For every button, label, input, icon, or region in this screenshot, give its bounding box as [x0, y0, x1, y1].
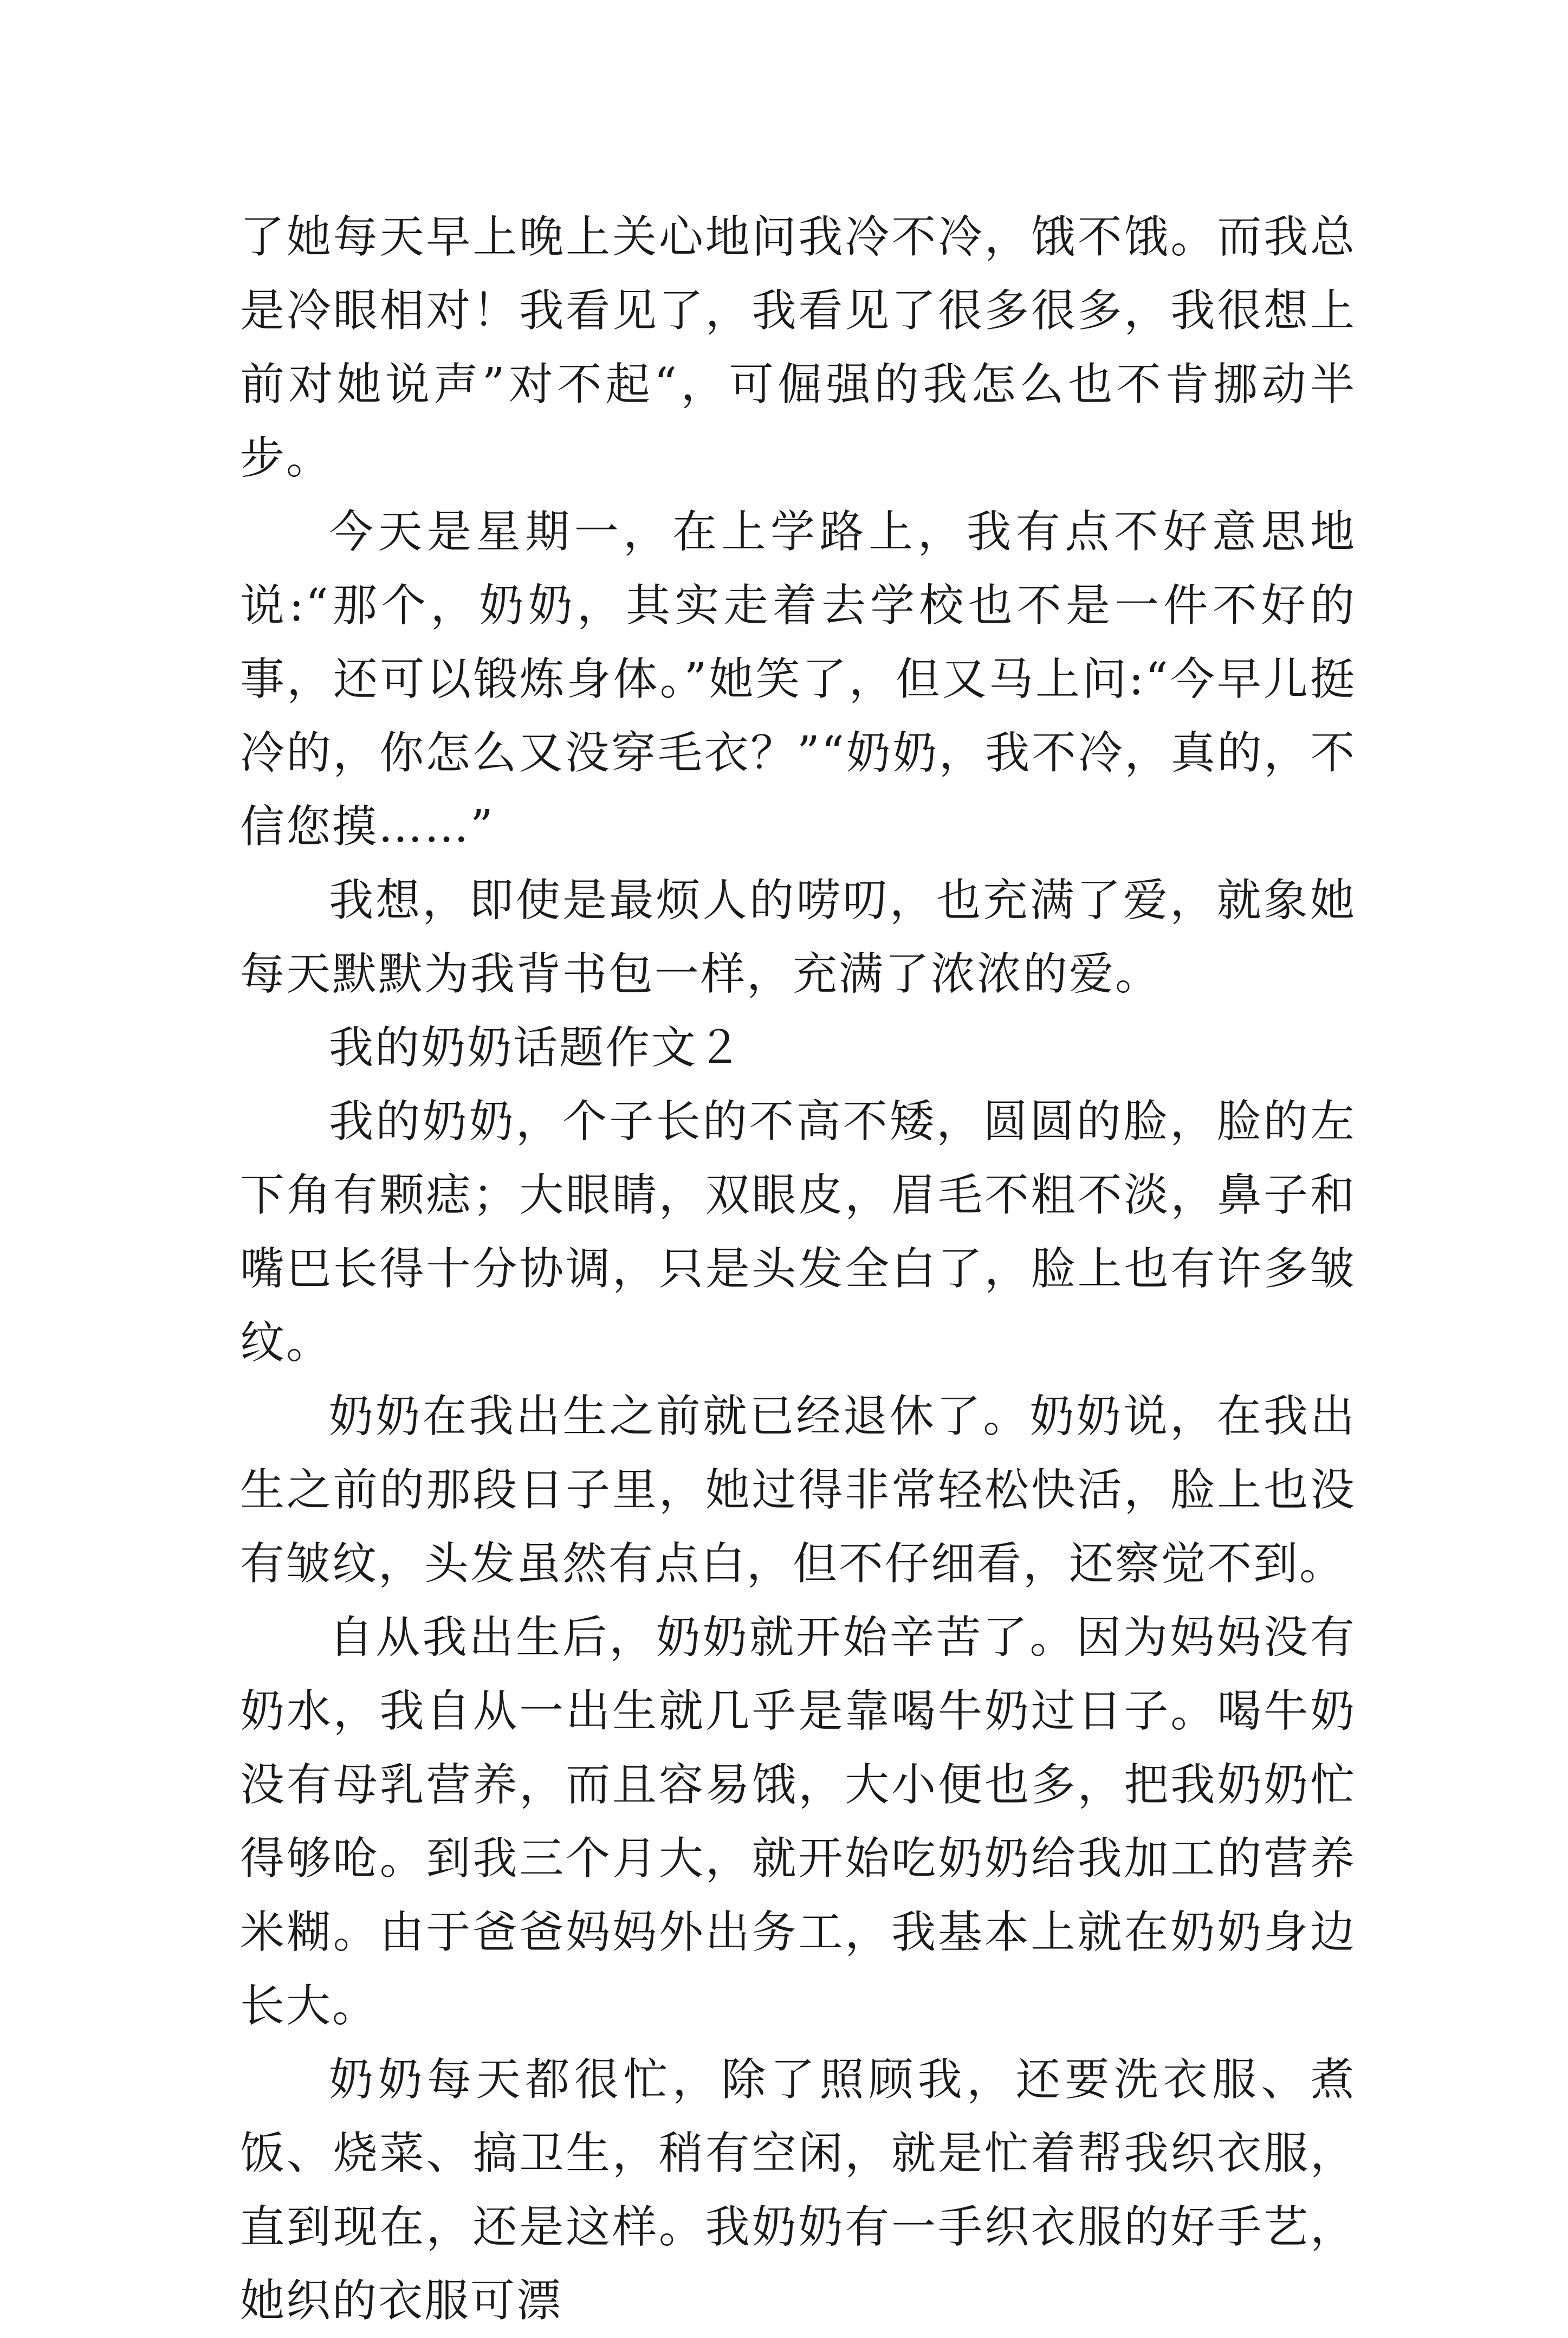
document-body — [240, 201, 1356, 2338]
paragraph-1: 了她每天早上晚上关心地问我冷不冷，饿不饿。而我总是冷眼相对！我看见了，我看见了很多很多，我很想上前对她说声”对不起“，可倔强的我怎么也不肯挪动半步。 — [240, 211, 1356, 484]
paragraph-6: 自从我出生后，奶奶就开始辛苦了。因为妈妈没有奶水，我自从一出生就几乎是靠喝牛奶过日子。喝牛奶没有母乳营养，而且容易饿，大小便也多，把我奶奶忙得够呛。到我三个月大，就开始吃奶奶给我加工的营养米糊。由于爸爸妈妈外出务工，我基本上就在奶奶身边长大。 — [240, 1612, 1356, 2032]
paragraph-4: 我的奶奶，个子长的不高不矮，圆圆的脸，脸的左下角有颗痣；大眼睛，双眼皮，眉毛不粗不淡，鼻子和嘴巴长得十分协调，只是头发全白了，脸上也有许多皱纹。 — [240, 1096, 1356, 1368]
paragraph-5: 奶奶在我出生之前就已经退休了。奶奶说，在我出生之前的那段日子里，她过得非常轻松快活，脸上也没有皱纹，头发虽然有点白，但不仔细看，还察觉不到。 — [240, 1391, 1356, 1590]
paragraph-3: 我想，即使是最烦人的唠叨，也充满了爱，就象她每天默默为我背书包一样，充满了浓浓的爱。 — [240, 875, 1356, 1000]
section-heading: 我的奶奶话题作文２ — [329, 1022, 744, 1074]
paragraph-2: 今天是星期一，在上学路上，我有点不好意思地说:“那个，奶奶，其实走着去学校也不是一件不好的事，还可以锻炼身体。”她笑了，但又马上问:“今早儿挺冷的，你怎么又没穿毛衣？”“奶奶，我不冷，真的，不信您摸……” — [240, 506, 1356, 852]
paragraph-7: 奶奶每天都很忙，除了照顾我，还要洗衣服、煮饭、烧菜、搞卫生，稍有空闲，就是忙着帮我织衣服，直到现在，还是这样。我奶奶有一手织衣服的好手艺，她织的衣服可漂 — [240, 2054, 1356, 2327]
